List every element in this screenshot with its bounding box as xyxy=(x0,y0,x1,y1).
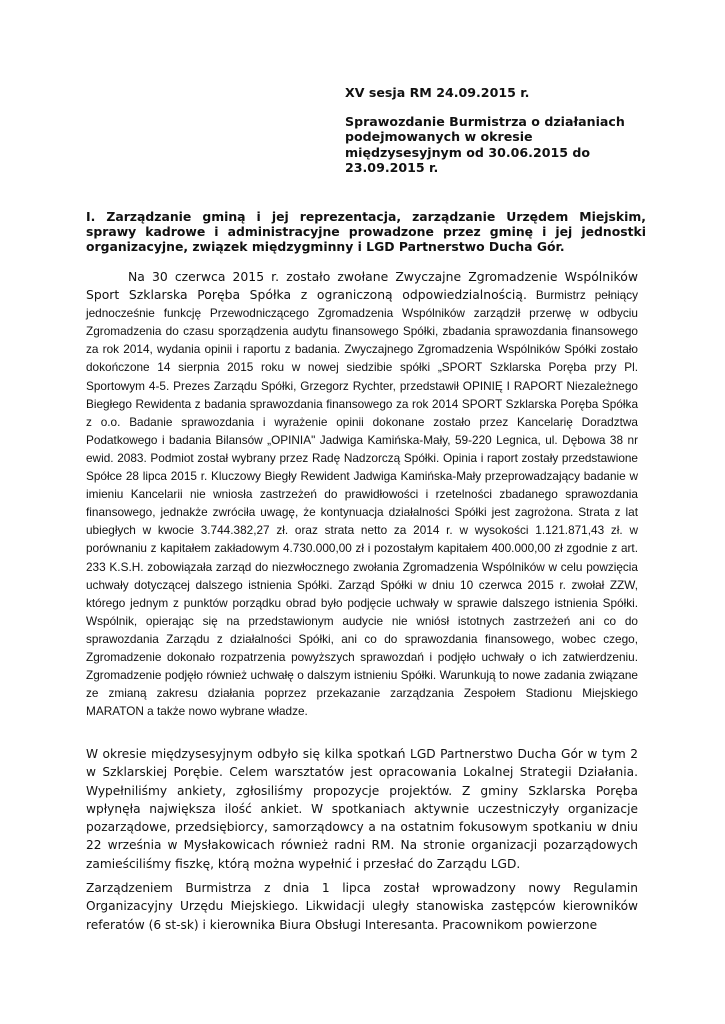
section-heading: I. Zarządzanie gminą i jej reprezentacja, zarządzanie Urzędem Miejskim, sprawy kadrowe i administracyjne prowadzone przez gminę i jej jednostki organizacyjne, związek międzygminny i LGD Partnerstwo Ducha Gór. xyxy=(86,209,646,254)
document-header xyxy=(345,85,645,176)
paragraph-regulamin: Zarządzeniem Burmistrza z dnia 1 lipca został wprowadzony nowy Regulamin Organizacyjny Urzędu Miejskiego. Likwidacji uległy stanowiska zastępców kierowników referatów (6 st-sk) i kierownika Biura Obsługi Interesanta. Pracownikom powierzone xyxy=(86,881,638,932)
report-title: Sprawozdanie Burmistrza o działaniach podejmowanych w okresie międzysesyjnym od 30.06.2015 do 23.09.2015 r. xyxy=(345,113,625,175)
paragraph-body: Burmistrz pełniący jednocześnie funkcję Przewodniczącego Zgromadzenia Wspólników zarządził przerwę w odbyciu Zgromadzenia do czasu sporządzenia audytu finansowego Spółki, zbadania sprawozdania finansowego za rok 2014, wydania opinii i raportu z badania. Zwyczajnego Zgromadzenia Wspólników Spółki zostało dokończone 14 sierpnia 2015 roku w nowej siedzibie spółki „SPORT Szklarska Poręba przy Pl. Sportowym 4-5. Prezes Zarządu Spółki, Grzegorz Rychter, przedstawił OPINIĘ I RAPORT Niezależnego Biegłego Rewidenta z badania sprawozdania finansowego za rok 2014 SPORT Szklarska Poręba Spółka z o.o. Badanie sprawozdania i wyrażenie opinii dokonane zostało przez Kancelarię Doradztwa Podatkowego i badania Bilansów „OPINIA" Jadwiga Kamińska-Mały, 59-220 Legnica, ul. Dębowa 38 nr ewid. 2083. Podmiot został wybrany przez Radę Nadzorczą Spółki. Opinia i raport zostały przedstawione Spółce 28 lipca 2015 r. Kluczowy Biegły Rewident Jadwiga Kamińska-Mały przeprowadzający badanie w imieniu Kancelarii nie wniosła zastrzeżeń do prawidłowości i rzetelności zbadanego sprawozdania finansowego, jednakże zwróciła uwagę, że kontynuacja działalności Spółki jest zagrożona. Strata z lat ubiegłych w kwocie 3.744.382,27 zł. oraz strata netto za 2014 r. w wysokości 1.121.871,43 zł. w porównaniu z kapitałem zakładowym 4.730.000,00 zł i pozostałym kapitałem 400.000,00 zł zgodnie z art. 233 K.S.H. zobowiązała zarząd do niezwłocznego zwołania Zgromadzenia Wspólników w celu powzięcia uchwały dotyczącej dalszego istnienia Spółki. Zarząd Spółki w dniu 10 czerwca 2015 r. zwołał ZZW, którego jednym z punktów porządku obrad było podjęcie uchwały w sprawie dalszego istnienia Spółki. Wspólnik, opierając się na przedstawionym audycie nie wniósł istotnych zastrzeżeń ani co do sprawozdania Zarządu z działalności Spółki, ani co do sprawozdania finansowego, wobec czego, Zgromadzenie dokonało rozpatrzenia powyższych sprawozdań i podjęło uchwały o ich zatwierdzeniu. Zgromadzenie podjęło również uchwałę o dalszym istnieniu Spółki. Warunkują to nowe zadania związane ze zmianą zakresu działania poprzez przekazanie zarządzania Zespołem Stadionu Miejskiego MARATON a także nowo wybrane władze. xyxy=(86,288,638,719)
paragraph-lead-sentence: Na 30 czerwca 2015 r. zostało zwołane Zwyczajne Zgromadzenie Wspólników Sport Szklarska Poręba Spółka z ograniczoną odpowiedzialnością. xyxy=(86,269,638,303)
paragraph-sport-spolka xyxy=(86,268,638,720)
session-label: XV sesja RM 24.09.2015 r. xyxy=(345,85,530,100)
paragraph-lgd: W okresie międzysesyjnym odbyło się kilka spotkań LGD Partnerstwo Ducha Gór w tym 2 w Szklarskiej Porębie. Celem warsztatów jest opracowania Lokalnej Strategii Działania. Wypełniliśmy ankiety, zgłosiliśmy propozycje projektów. Z gminy Szklarska Poręba wpłynęła największa ilość ankiet. W spotkaniach aktywnie uczestniczyły organizacje pozarządowe, przedsiębiorcy, samorządowcy a na ostatnim fokusowym spotkaniu w dniu 22 września w Mysłakowicach również radni RM. Na stronie organizacji pozarządowych zamieściliśmy fiszkę, którą można wypełnić i przesłać do Zarządu LGD. xyxy=(86,747,638,871)
